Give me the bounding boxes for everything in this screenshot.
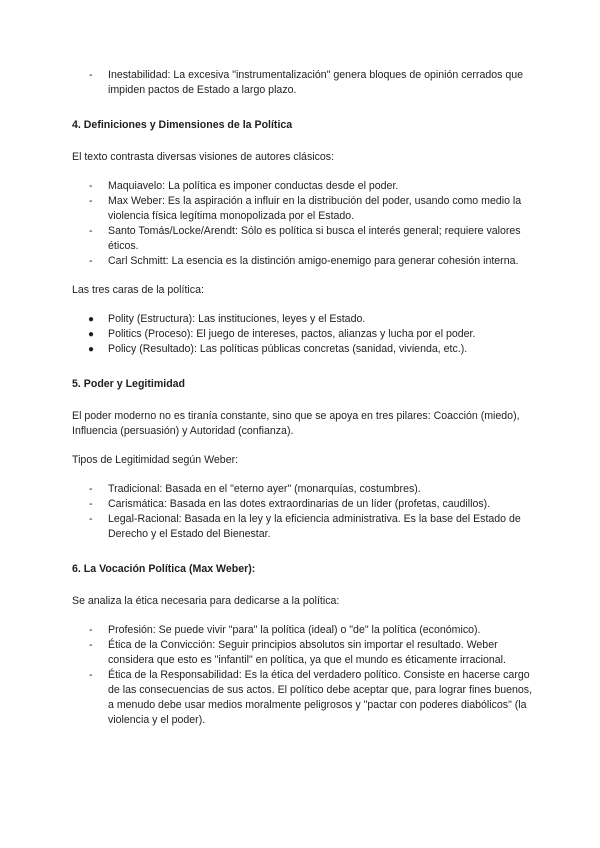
dash-marker: -	[89, 225, 93, 237]
bullet-marker: ●	[88, 314, 95, 325]
dash-marker: -	[89, 498, 93, 510]
faces-intro: Las tres caras de la política:	[72, 284, 204, 296]
faces-list	[72, 312, 540, 357]
bullet-marker: ●	[88, 329, 95, 340]
section-5-heading: 5. Poder y Legitimidad	[72, 378, 186, 390]
list-item: - Max Weber: Es la aspiración a influir en la distribución del poder, usando como medio la violencia física legítima monopolizada por el Estado.	[89, 195, 522, 222]
dash-marker: -	[89, 513, 93, 525]
dash-marker: -	[89, 180, 93, 192]
list-item: - Tradicional: Basada en el "eterno ayer" (monarquías, costumbres).	[89, 483, 421, 495]
intro-list	[72, 68, 540, 98]
list-item: - Legal-Racional: Basada en la ley y la eficiencia administrativa. Es la base del Estado de Derecho y el Estado del Bienestar.	[89, 513, 521, 540]
dash-marker: -	[89, 69, 93, 81]
list-item: - Ética de la Convicción: Seguir principios absolutos sin importar el resultado. Weber considera que esto es "infantil" en política, ya que el mundo es éticamente irracional.	[89, 639, 506, 666]
list-item: ● Polity (Estructura): Las instituciones, leyes y el Estado.	[88, 313, 366, 325]
list-item: - Maquiavelo: La política es imponer conductas desde el poder.	[89, 180, 399, 192]
section-4-intro: El texto contrasta diversas visiones de autores clásicos:	[72, 151, 335, 163]
list-item: - Inestabilidad: La excesiva "instrumentalización" genera bloques de opinión cerrados que impiden pactos de Estado a largo plazo.	[89, 69, 524, 96]
list-item: - Ética de la Responsabilidad: Es la ética del verdadero político. Consiste en hacerse cargo de las consecuencias de sus actos. El político debe aceptar que, para lograr fines buenos, a menudo debe usar medios moralmente peligrosos y "pactar con poderes diabólicos" (la violencia y el poder).	[89, 669, 533, 726]
list-item: - Carismática: Basada en las dotes extraordinarias de un líder (profetas, caudillos).	[89, 498, 491, 510]
legitimacy-list	[72, 482, 540, 542]
legitimacy-intro: Tipos de Legitimidad según Weber:	[72, 454, 239, 466]
section-6-intro: Se analiza la ética necesaria para dedicarse a la política:	[72, 595, 340, 607]
list-item: - Carl Schmitt: La esencia es la distinción amigo-enemigo para generar cohesión interna.	[89, 255, 519, 267]
bullet-marker: ●	[88, 344, 95, 355]
authors-list	[72, 179, 540, 269]
dash-marker: -	[89, 195, 93, 207]
dash-marker: -	[89, 255, 93, 267]
dash-marker: -	[89, 624, 93, 636]
dash-marker: -	[89, 483, 93, 495]
list-item: - Profesión: Se puede vivir "para" la política (ideal) o "de" la política (económico).	[89, 624, 481, 636]
dash-marker: -	[89, 669, 93, 681]
section-6-heading: 6. La Vocación Política (Max Weber):	[72, 563, 256, 575]
section-4-heading: 4. Definiciones y Dimensiones de la Política	[72, 119, 293, 131]
vocation-list	[72, 623, 540, 728]
section-5-intro: El poder moderno no es tiranía constante, sino que se apoya en tres pilares: Coacción (miedo), Influencia (persuasión) y Autoridad (confianza).	[72, 410, 520, 437]
dash-marker: -	[89, 639, 93, 651]
list-item: - Santo Tomás/Locke/Arendt: Sólo es política si busca el interés general; requiere valores éticos.	[89, 225, 521, 252]
list-item: ● Policy (Resultado): Las políticas públicas concretas (sanidad, vivienda, etc.).	[88, 343, 468, 355]
list-item: ● Politics (Proceso): El juego de intereses, pactos, alianzas y lucha por el poder.	[88, 328, 476, 340]
